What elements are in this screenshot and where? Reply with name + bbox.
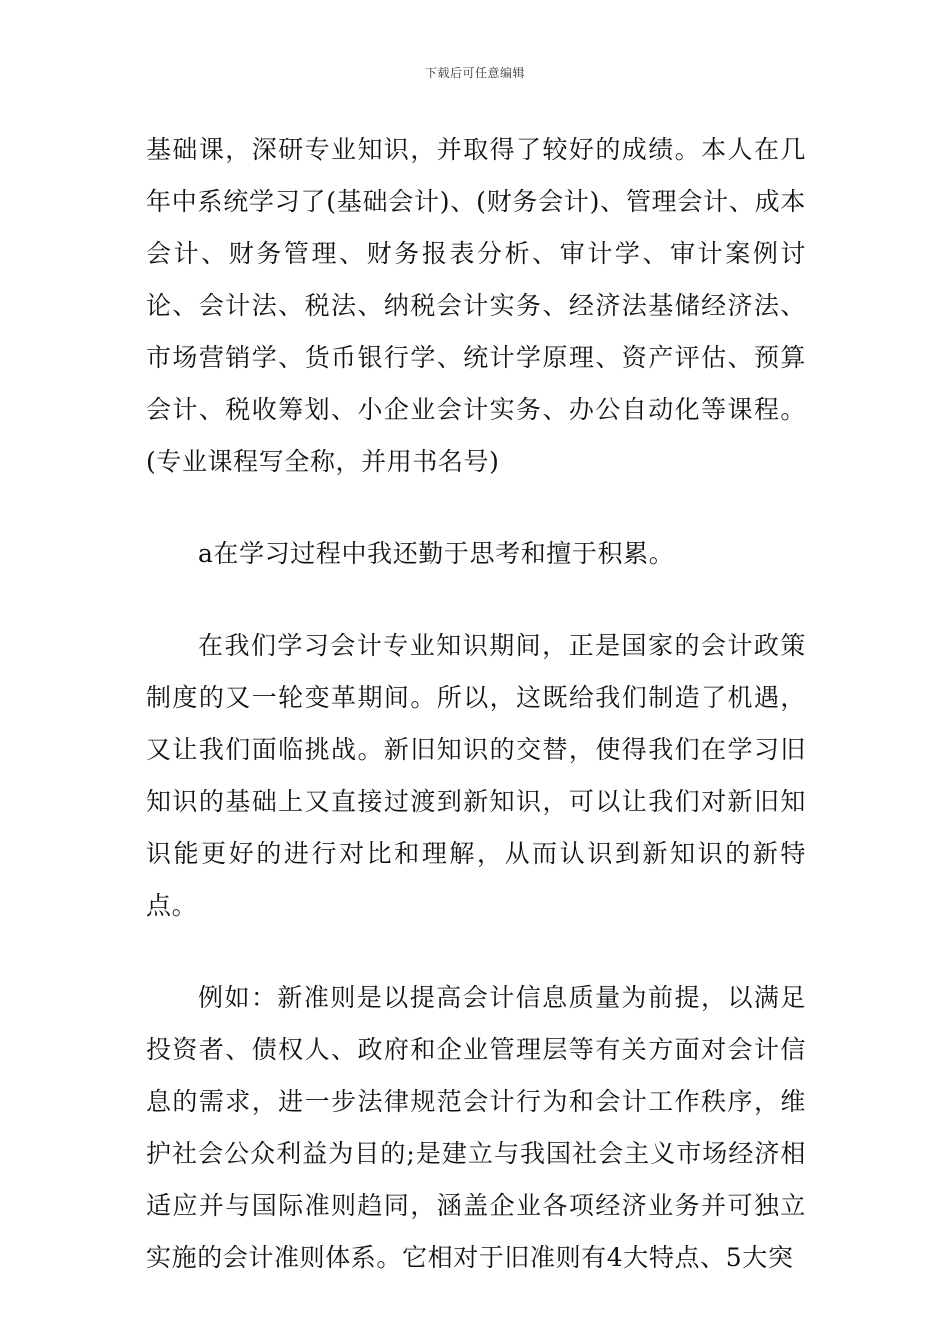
paragraph-policy-change: 在我们学习会计专业知识期间，正是国家的会计政策制度的又一轮变革期间。所以，这既给我们制造了机遇，又让我们面临挑战。新旧知识的交替，使得我们在学习旧知识的基础上又直接过渡到新知识，可以让我们对新旧知识能更好的进行对比和理解，从而认识到新知识的新特点。: [146, 631, 806, 920]
paragraph-new-standard-example: 例如：新准则是以提高会计信息质量为前提，以满足投资者、债权人、政府和企业管理层等有关方面对会计信息的需求，进一步法律规范会计行为和会计工作秩序，维护社会公众利益为目的;是建立与我国社会主义市场经济相适应并与国际准则趋同，涵盖企业各项经济业务并可独立实施的会计准则体系。它相对于旧准则有4大特点、5大突: [146, 983, 806, 1272]
paragraph-course-list: 基础课，深研专业知识，并取得了较好的成绩。本人在几年中系统学习了(基础会计)、(财务会计)、管理会计、成本会计、财务管理、财务报表分析、审计学、审计案例讨论、会计法、税法、纳税会计实务、经济法基储经济法、市场营销学、货币银行学、统计学原理、资产评估、预算会计、税收筹划、小企业会计实务、办公自动化等课程。(专业课程写全称，并用书名号): [146, 135, 806, 476]
page-header-note: 下载后可任意编辑: [424, 66, 525, 80]
document-body: [146, 124, 806, 1284]
paragraph-study-habit: a在学习过程中我还勤于思考和擅于积累。: [198, 539, 675, 568]
